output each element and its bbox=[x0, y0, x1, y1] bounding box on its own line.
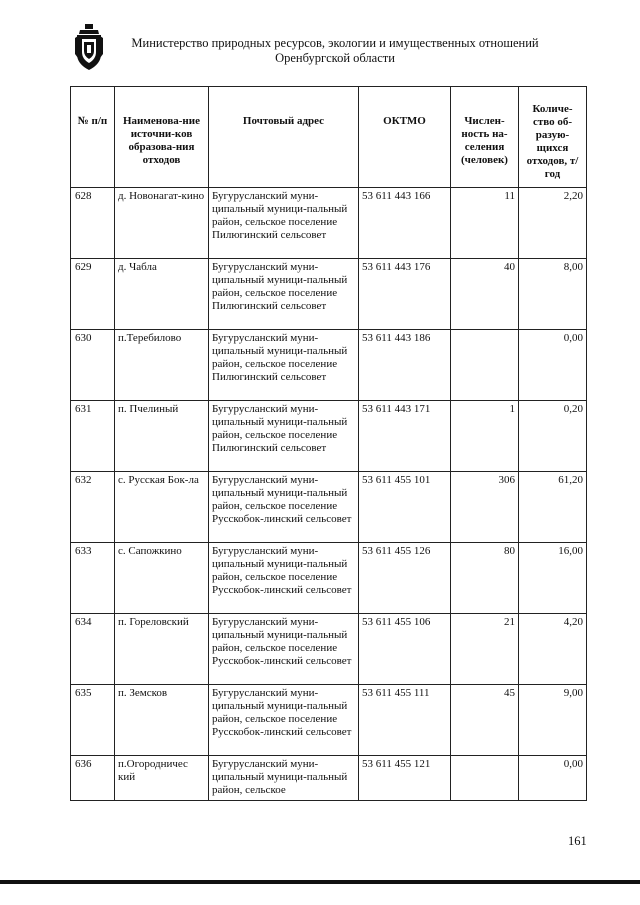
cell-source-name: д. Новонагат-кино bbox=[115, 188, 209, 259]
table-row bbox=[71, 756, 587, 801]
cell-source-name: д. Чабла bbox=[115, 259, 209, 330]
cell-oktmo: 53 611 455 101 bbox=[359, 472, 451, 543]
cell-waste: 9,00 bbox=[519, 685, 587, 756]
cell-source-name: п.Огородничес кий bbox=[115, 756, 209, 801]
cell-population: 21 bbox=[451, 614, 519, 685]
table-row bbox=[71, 543, 587, 614]
header-region: Оренбургской области bbox=[275, 51, 395, 65]
cell-waste: 8,00 bbox=[519, 259, 587, 330]
cell-population: 306 bbox=[451, 472, 519, 543]
cell-population bbox=[451, 330, 519, 401]
cell-source-name: с. Сапожкино bbox=[115, 543, 209, 614]
cell-number: 629 bbox=[71, 259, 115, 330]
cell-number: 636 bbox=[71, 756, 115, 801]
cell-source-name: п. Гореловский bbox=[115, 614, 209, 685]
cell-source-name: с. Русская Бок-ла bbox=[115, 472, 209, 543]
page-number: 161 bbox=[568, 834, 587, 848]
cell-address: Бугурусланский муни-ципальный муници-пальный район, сельское поселение Пилюгинский сельсовет bbox=[209, 259, 359, 330]
cell-waste: 16,00 bbox=[519, 543, 587, 614]
cell-number: 628 bbox=[71, 188, 115, 259]
col-header-waste-amount: Количе-ство об-разую-щихся отходов, т/год bbox=[519, 87, 587, 188]
cell-population: 1 bbox=[451, 401, 519, 472]
col-header-number: № п/п bbox=[71, 87, 115, 188]
cell-population: 45 bbox=[451, 685, 519, 756]
cell-oktmo: 53 611 455 126 bbox=[359, 543, 451, 614]
table-row bbox=[71, 401, 587, 472]
cell-address: Бугурусланский муни-ципальный муници-пальный район, сельское поселение Русскобок-линский сельсовет bbox=[209, 543, 359, 614]
cell-oktmo: 53 611 443 166 bbox=[359, 188, 451, 259]
table-row bbox=[71, 188, 587, 259]
cell-waste: 2,20 bbox=[519, 188, 587, 259]
cell-address: Бугурусланский муни-ципальный муници-пальный район, сельское поселение Русскобок-линский сельсовет bbox=[209, 685, 359, 756]
table-row bbox=[71, 472, 587, 543]
cell-population: 11 bbox=[451, 188, 519, 259]
cell-address: Бугурусланский муни-ципальный муници-пальный район, сельское поселение Пилюгинский сельсовет bbox=[209, 188, 359, 259]
cell-waste: 4,20 bbox=[519, 614, 587, 685]
table-header-row bbox=[71, 87, 587, 188]
cell-number: 635 bbox=[71, 685, 115, 756]
cell-oktmo: 53 611 455 106 bbox=[359, 614, 451, 685]
cell-waste: 0,00 bbox=[519, 756, 587, 801]
col-header-population: Числен-ность на-селения (человек) bbox=[451, 87, 519, 188]
cell-oktmo: 53 611 455 111 bbox=[359, 685, 451, 756]
cell-source-name: п. Пчелиный bbox=[115, 401, 209, 472]
cell-address: Бугурусланский муни-ципальный муници-пальный район, сельское поселение Русскобок-линский сельсовет bbox=[209, 472, 359, 543]
cell-address: Бугурусланский муни-ципальный муници-пальный район, сельское bbox=[209, 756, 359, 801]
table-row bbox=[71, 330, 587, 401]
cell-population bbox=[451, 756, 519, 801]
bottom-rule bbox=[0, 880, 640, 884]
cell-waste: 61,20 bbox=[519, 472, 587, 543]
coat-of-arms-icon bbox=[74, 24, 104, 72]
cell-waste: 0,20 bbox=[519, 401, 587, 472]
cell-source-name: п.Теребилово bbox=[115, 330, 209, 401]
col-header-source-name: Наименова-ние источни-ков образова-ния отходов bbox=[115, 87, 209, 188]
cell-oktmo: 53 611 455 121 bbox=[359, 756, 451, 801]
cell-source-name: п. Земсков bbox=[115, 685, 209, 756]
table-row bbox=[71, 685, 587, 756]
cell-number: 630 bbox=[71, 330, 115, 401]
header-ministry: Министерство природных ресурсов, экологии и имущественных отношений bbox=[131, 36, 539, 50]
cell-oktmo: 53 611 443 186 bbox=[359, 330, 451, 401]
col-header-oktmo: ОКТМО bbox=[359, 87, 451, 188]
cell-oktmo: 53 611 443 176 bbox=[359, 259, 451, 330]
table-row bbox=[71, 259, 587, 330]
cell-oktmo: 53 611 443 171 bbox=[359, 401, 451, 472]
cell-number: 634 bbox=[71, 614, 115, 685]
cell-number: 633 bbox=[71, 543, 115, 614]
cell-population: 80 bbox=[451, 543, 519, 614]
cell-waste: 0,00 bbox=[519, 330, 587, 401]
cell-population: 40 bbox=[451, 259, 519, 330]
cell-address: Бугурусланский муни-ципальный муници-пальный район, сельское поселение Пилюгинский сельсовет bbox=[209, 330, 359, 401]
cell-address: Бугурусланский муни-ципальный муници-пальный район, сельское поселение Пилюгинский сельсовет bbox=[209, 401, 359, 472]
document-header bbox=[110, 36, 560, 66]
cell-number: 631 bbox=[71, 401, 115, 472]
table-row bbox=[71, 614, 587, 685]
col-header-address: Почтовый адрес bbox=[209, 87, 359, 188]
cell-address: Бугурусланский муни-ципальный муници-пальный район, сельское поселение Русскобок-линский сельсовет bbox=[209, 614, 359, 685]
waste-sources-table bbox=[70, 86, 587, 801]
cell-number: 632 bbox=[71, 472, 115, 543]
